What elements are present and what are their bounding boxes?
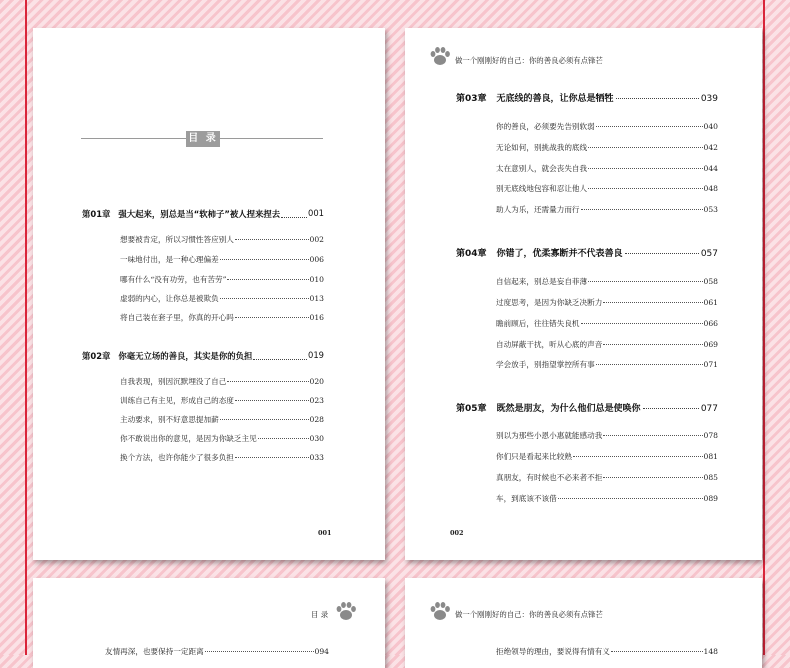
toc-entry[interactable]	[120, 433, 324, 444]
toc-entry[interactable]	[120, 395, 324, 406]
entry-text: 你们只是看起来比较熟	[496, 452, 572, 461]
entry-page: 061	[703, 298, 718, 307]
toc-entry[interactable]	[120, 452, 324, 463]
entry-page: 040	[703, 122, 718, 131]
chapter-number: 第04章	[456, 249, 487, 259]
entry-page: 053	[703, 205, 718, 214]
left-red-rail	[25, 0, 27, 655]
toc-entry[interactable]	[496, 339, 718, 350]
entry-page: 042	[703, 143, 718, 152]
toc-entry[interactable]	[496, 318, 718, 329]
entry-page: 089	[703, 494, 718, 503]
entry-page: 148	[703, 647, 718, 656]
entry-page: 044	[703, 164, 718, 173]
entry-text: 拒绝领导的理由，要说得有情有义	[496, 647, 610, 656]
entry-page: 066	[703, 319, 718, 328]
entry-text: 别无底线地包容和忍让他人	[496, 184, 588, 193]
entry-text: 自动屏蔽干扰，听从心底的声音	[496, 340, 603, 349]
chapter-heading	[456, 91, 718, 104]
entry-page: 002	[309, 235, 324, 244]
entry-text: 瞻前顾后，往往错失良机	[496, 319, 580, 328]
entry-text: 车，到底该不该借	[496, 494, 557, 503]
entry-page: 020	[309, 377, 324, 386]
chapter-heading	[82, 350, 324, 362]
toc-entry[interactable]	[496, 430, 718, 441]
right-red-rail	[763, 0, 765, 655]
toc-entry[interactable]	[496, 493, 718, 504]
chapter-page: 019	[308, 350, 324, 360]
chapter-page: 057	[700, 249, 718, 259]
chapter-title: 你毫无立场的善良，其实是你的负担	[118, 351, 253, 361]
toc-entry[interactable]	[496, 451, 718, 462]
toc-entry[interactable]	[496, 142, 718, 153]
entry-page: 081	[703, 452, 718, 461]
chapter-number: 第02章	[82, 351, 111, 361]
entry-page: 023	[309, 396, 324, 405]
toc-entry[interactable]	[120, 414, 324, 425]
chapter-page: 077	[700, 404, 718, 414]
paw-icon	[429, 601, 451, 621]
toc-entry[interactable]	[496, 472, 718, 483]
toc-entry[interactable]	[120, 254, 324, 265]
entry-text: 将自己装在套子里，你真的开心吗	[120, 313, 234, 322]
entry-text: 无论如何，别挑战我的底线	[496, 143, 588, 152]
entry-page: 030	[309, 434, 324, 443]
toc-title: 目 录	[186, 131, 220, 147]
toc-entry[interactable]	[496, 121, 718, 132]
toc-entry[interactable]	[120, 376, 324, 387]
entry-text: 哪有什么“没有功劳，也有苦劳”	[120, 275, 227, 284]
chapter-number: 第03章	[456, 94, 487, 104]
entry-text: 助人为乐，还需量力而行	[496, 205, 580, 214]
entry-text: 自我表现，别因沉默埋没了自己	[120, 377, 227, 386]
entry-page: 094	[314, 647, 329, 656]
entry-page: 071	[703, 360, 718, 369]
toc-entry[interactable]	[105, 646, 329, 657]
entry-text: 真朋友，有时候也不必来者不拒	[496, 473, 603, 482]
chapter-heading	[82, 208, 324, 220]
chapter-page: 001	[308, 208, 324, 218]
entry-text: 你不敢说出你的意见，是因为你缺乏主见	[120, 434, 257, 443]
toc-entry[interactable]	[120, 312, 324, 323]
paw-icon	[335, 601, 357, 621]
toc-entry[interactable]	[496, 276, 718, 287]
running-header: 做一个刚刚好的自己：你的善良必须有点锋芒	[455, 610, 603, 619]
running-header: 目 录	[311, 610, 329, 619]
chapter-number: 第05章	[456, 404, 487, 414]
entry-text: 你的善良，必须要先告别软弱	[496, 122, 595, 131]
toc-entry[interactable]	[496, 646, 718, 657]
toc-entry[interactable]	[496, 359, 718, 370]
chapter-title: 无底线的善良，让你总是牺牲	[496, 94, 614, 104]
page-number: 002	[450, 529, 464, 537]
entry-text: 一味地付出，是一种心理偏差	[120, 255, 219, 264]
entry-text: 太在意别人，就会丧失自我	[496, 164, 588, 173]
toc-entry[interactable]	[120, 274, 324, 285]
entry-page: 006	[309, 255, 324, 264]
entry-page: 048	[703, 184, 718, 193]
toc-page-001	[33, 28, 385, 560]
toc-entry[interactable]	[496, 297, 718, 308]
page-number: 001	[318, 529, 332, 537]
chapter-title: 既然是朋友，为什么他们总是使唤你	[496, 404, 641, 414]
entry-page: 033	[309, 453, 324, 462]
entry-page: 013	[309, 294, 324, 303]
entry-page: 010	[309, 275, 324, 284]
entry-text: 换个方法，也许你能少了很多负担	[120, 453, 234, 462]
entry-text: 主动要求，别不好意思提加薪	[120, 415, 219, 424]
toc-entry[interactable]	[496, 204, 718, 215]
entry-text: 别以为那些小恩小惠就能感动我	[496, 431, 603, 440]
entry-page: 085	[703, 473, 718, 482]
entry-page: 078	[703, 431, 718, 440]
chapter-page: 039	[700, 94, 718, 104]
chapter-heading	[456, 401, 718, 414]
toc-page-002	[405, 28, 762, 560]
toc-entry[interactable]	[120, 234, 324, 245]
entry-page: 016	[309, 313, 324, 322]
entry-text: 友情再深，也要保持一定距离	[105, 647, 204, 656]
chapter-title: 你错了，优柔寡断并不代表善良	[496, 249, 623, 259]
chapter-number: 第01章	[82, 209, 111, 219]
entry-page: 058	[703, 277, 718, 286]
entry-text: 想要被肯定，所以习惯性答应别人	[120, 235, 234, 244]
entry-page: 028	[309, 415, 324, 424]
chapter-title: 强大起来，别总是当“软柿子”被人捏来捏去	[118, 209, 281, 219]
entry-text: 虚弱的内心，让你总是被欺负	[120, 294, 219, 303]
entry-text: 训练自己有主见，形成自己的态度	[120, 396, 234, 405]
toc-entry[interactable]	[496, 163, 718, 174]
running-header: 做一个刚刚好的自己：你的善良必须有点锋芒	[455, 56, 603, 65]
paw-icon	[429, 46, 451, 66]
entry-text: 自信起来，别总是妄自菲薄	[496, 277, 588, 286]
entry-text: 过度思考，是因为你缺乏决断力	[496, 298, 603, 307]
entry-page: 069	[703, 340, 718, 349]
entry-text: 学会放手，别指望掌控所有事	[496, 360, 595, 369]
toc-entry[interactable]	[496, 183, 718, 194]
chapter-heading	[456, 246, 718, 259]
toc-entry[interactable]	[120, 293, 324, 304]
